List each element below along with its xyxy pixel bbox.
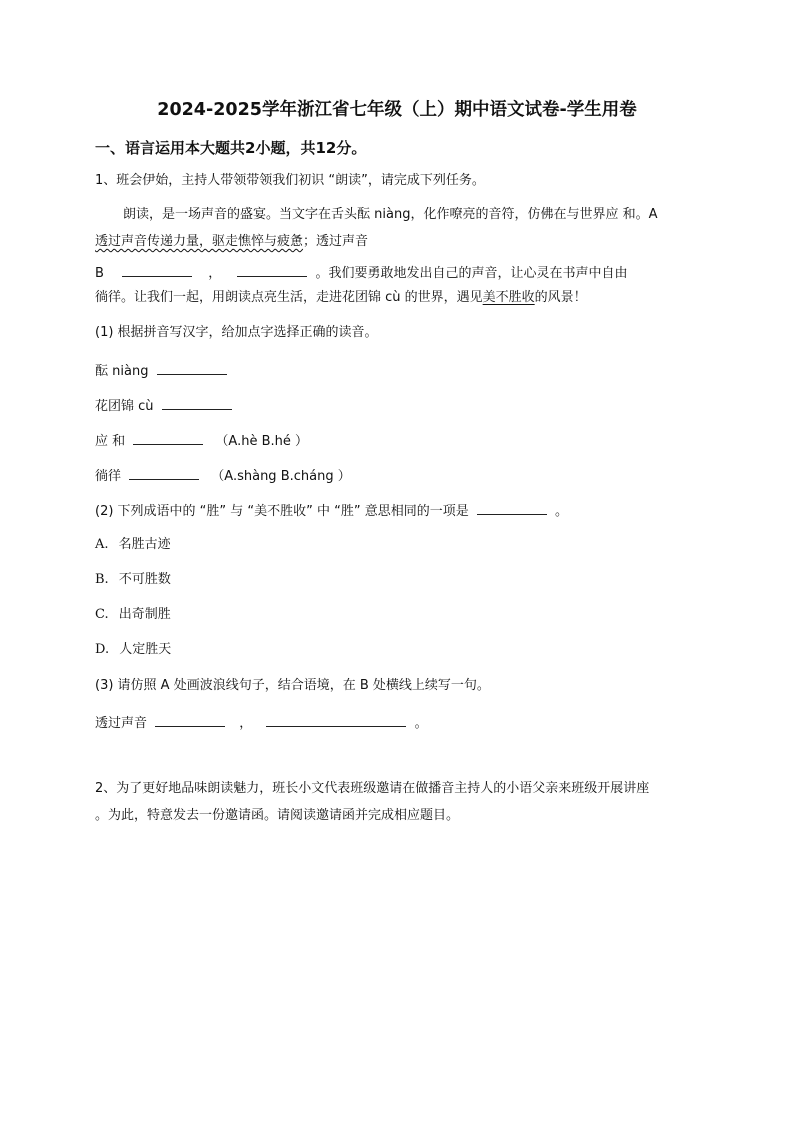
question-2-line-1: 2、为了更好地品味朗读魅力，班长小文代表班级邀请在做播音主持人的小语父亲来班级开展讲座 [95,781,650,796]
period: 。 [414,716,428,731]
passage-line-3 [95,263,628,282]
answer-blank[interactable] [157,361,227,375]
passage-line-1: 朗读，是一场声音的盛宴。当文字在舌头酝 niàng，化作嘹亮的音符，仿佛在与世界应 和。A [123,207,658,222]
answer-blank[interactable] [133,431,203,445]
comma: ， [208,266,222,281]
question-1-stem: 1、班会伊始，主持人带领带领我们初识 “朗读”，请完成下列任务。 [95,173,485,188]
item-label: 酝 niàng [95,364,149,379]
passage-line-4 [95,290,587,306]
answer-blank[interactable] [477,501,547,515]
item-label: 花团锦 cù [95,399,154,414]
marker-b: B [95,266,104,281]
answer-blank[interactable] [162,396,232,410]
pronunciation-options: （A.hè B.hé ） [215,434,309,449]
passage-text: 。我们要勇敢地发出自己的声音，让心灵在书声中自由 [315,266,628,281]
subquestion-2 [95,501,568,520]
blank-b2[interactable] [237,263,307,277]
item-cu [95,396,236,415]
continuation-line [95,713,428,732]
option-b[interactable] [95,572,171,588]
option-letter: A. [95,537,109,552]
subquestion-3: (3) 请仿照 A 处画波浪线句子，结合语境，在 B 处横线上续写一句。 [95,678,490,693]
passage-text: ；透过声音 [303,234,369,249]
question-2-line-2: 。为此，特意发去一份邀请函。请阅读邀请函并完成相应题目。 [95,808,460,823]
answer-blank[interactable] [155,713,225,727]
passage-text: 的风景！ [534,290,587,305]
option-text: 出奇制胜 [118,607,171,622]
option-d[interactable] [95,642,171,658]
period: 。 [555,504,569,519]
passage-text: 徜徉。让我们一起，用朗读点亮生活，走进花团锦 cù 的世界，遇见 [95,290,483,305]
subquestion-2-text: (2) 下列成语中的 “胜” 与 “美不胜收” 中 “胜” 意思相同的一项是 [95,504,469,519]
item-niang [95,361,231,380]
pronunciation-options: （A.shàng B.cháng ） [211,469,351,484]
option-text: 名胜古迹 [118,537,171,552]
sentence-start: 透过声音 [95,716,148,731]
passage-line-2 [95,234,368,250]
page-title: 2024-2025学年浙江省七年级（上）期中语文试卷-学生用卷 [157,100,637,120]
underlined-idiom: 美不胜收 [482,290,535,305]
comma: ， [239,716,253,731]
option-letter: D. [95,642,110,657]
item-changyang [95,466,351,485]
subquestion-1: (1) 根据拼音写汉字，给加点字选择正确的读音。 [95,325,378,340]
option-text: 不可胜数 [118,572,171,587]
option-text: 人定胜天 [119,642,172,657]
item-label: 应 和 [95,434,126,449]
option-letter: C. [95,607,109,622]
option-letter: B. [95,572,109,587]
answer-blank[interactable] [129,466,199,480]
option-a[interactable] [95,537,171,553]
answer-blank-long[interactable] [266,713,406,727]
wavy-underlined-sentence-a: 透过声音传递力量，驱走憔悴与疲惫 [95,234,304,249]
item-yinghe [95,431,308,450]
blank-b1[interactable] [122,263,192,277]
option-c[interactable] [95,607,171,623]
section-heading: 一、语言运用本大题共2小题，共12分。 [95,139,367,157]
item-label: 徜徉 [95,469,122,484]
